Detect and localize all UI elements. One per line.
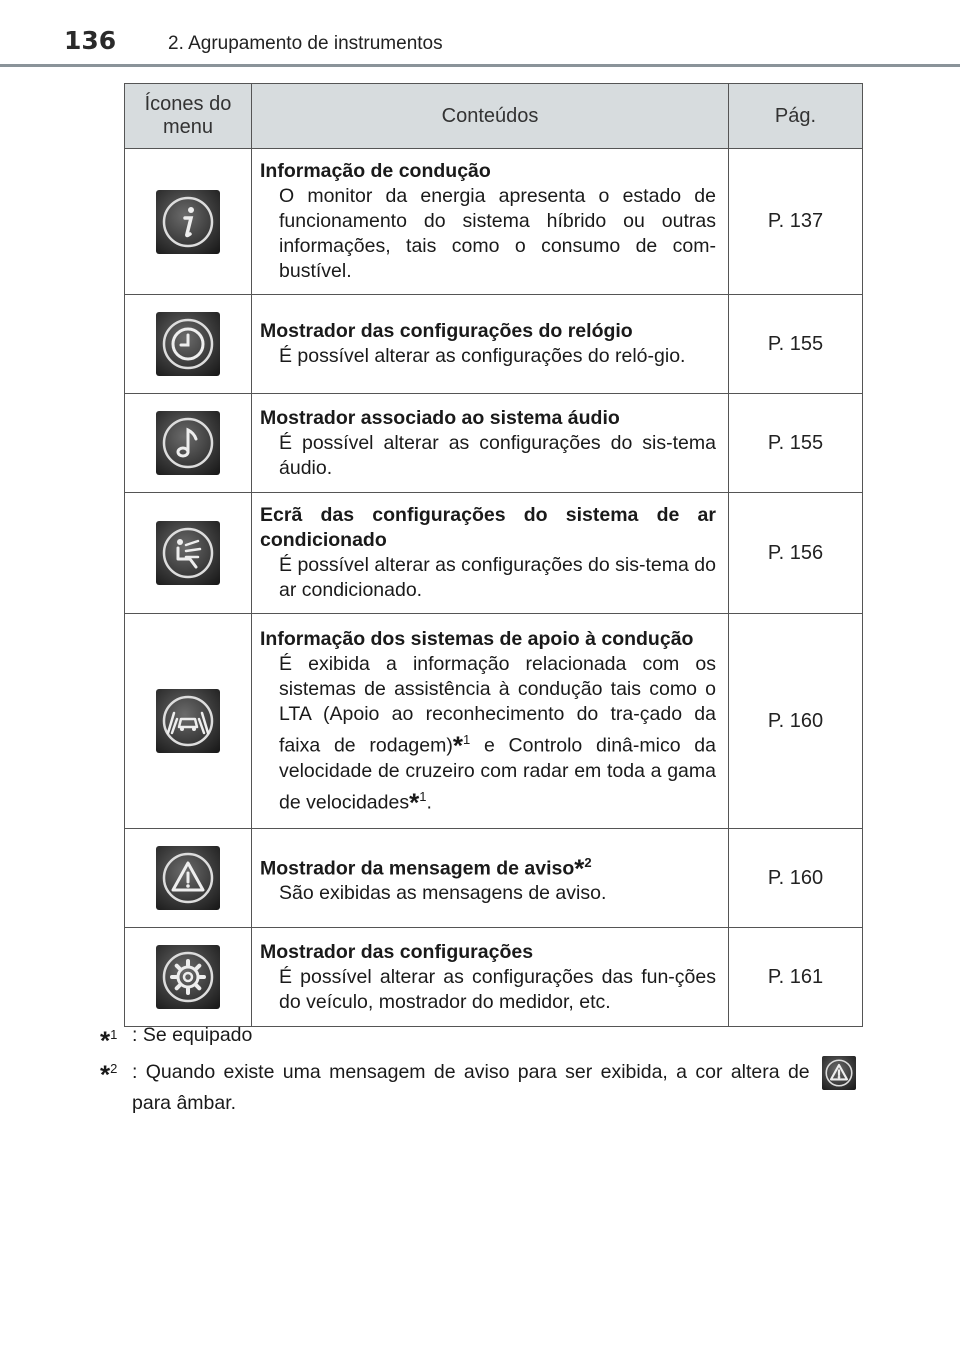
section-title: 2. Agrupamento de instrumentos — [168, 33, 443, 54]
page-reference: P. 156 — [729, 493, 863, 614]
item-title: Mostrador das configurações do relógio — [260, 320, 633, 342]
item-description: É possível alterar as configurações do reló-gio. — [279, 345, 686, 367]
header-icons: Ícones do menu — [125, 84, 252, 149]
table-row — [125, 614, 863, 829]
air-conditioning-icon — [156, 521, 220, 585]
item-description: É possível alterar as configurações das fun-ções do veículo, mostrador do medidor, etc. — [279, 965, 716, 1013]
item-title: Mostrador das configurações — [260, 940, 534, 963]
table-row — [125, 928, 863, 1027]
header-contents: Conteúdos — [252, 84, 729, 149]
table-row — [125, 394, 863, 493]
page-reference: P. 161 — [729, 928, 863, 1027]
item-title: Informação dos sistemas de apoio à condução — [260, 628, 694, 650]
header-divider — [0, 64, 960, 67]
item-title: Mostrador da mensagem de aviso*$^2$ — [260, 853, 592, 884]
page-reference: P. 160 — [729, 829, 863, 928]
item-description: São exibidas as mensagens de aviso. — [279, 882, 607, 905]
table-header-row — [125, 84, 863, 149]
item-title: Mostrador associado ao sistema áudio — [260, 406, 620, 429]
driving-assist-icon — [156, 689, 220, 753]
clock-icon — [156, 312, 220, 376]
item-description: É exibida a informação relacionada com os sistemas de assistência à condução tais como o LTA (Apoio ao reconhecimento do tra-çado da faixa de rodagem)*$^1$ e Controlo dinâ-mico da velocidade de cruzeiro com radar em toda a gama de velocidades*$^1$. — [279, 653, 716, 817]
item-title: Informação de condução — [260, 160, 491, 182]
item-description: É possível alterar as configurações do sis-tema do ar condicionado. — [279, 554, 716, 601]
page-reference: P. 160 — [729, 614, 863, 829]
item-title: Ecrã das configurações do sistema de ar condicionado — [260, 504, 716, 551]
table-row — [125, 493, 863, 614]
info-icon — [156, 190, 220, 254]
footnote-2: *$^2$ : Quando existe uma mensagem de aviso para ser exibida, a cor altera de para âmbar. — [100, 1056, 860, 1116]
table-row — [125, 829, 863, 928]
page-header — [0, 0, 960, 70]
music-note-icon — [156, 411, 220, 475]
page-reference: P. 155 — [729, 295, 863, 394]
warning-triangle-icon — [822, 1056, 856, 1090]
page-reference: P. 155 — [729, 394, 863, 493]
table-row — [125, 295, 863, 394]
page-number: 136 — [64, 26, 117, 55]
item-description: O monitor da energia apresenta o estado de funcionamento do sistema híbrido ou outras informações, tais como o consumo de com-bustível. — [279, 185, 716, 282]
header-page: Pág. — [729, 84, 863, 149]
footnotes — [100, 1022, 860, 1124]
warning-triangle-icon — [156, 846, 220, 910]
table-row — [125, 149, 863, 295]
item-description: É possível alterar as configurações do sis-tema áudio. — [279, 431, 716, 479]
menu-icons-table — [124, 83, 863, 1027]
page-reference: P. 137 — [729, 149, 863, 295]
footnote-1: *$^1$ : Se equipado — [100, 1024, 253, 1056]
gear-icon — [156, 945, 220, 1009]
